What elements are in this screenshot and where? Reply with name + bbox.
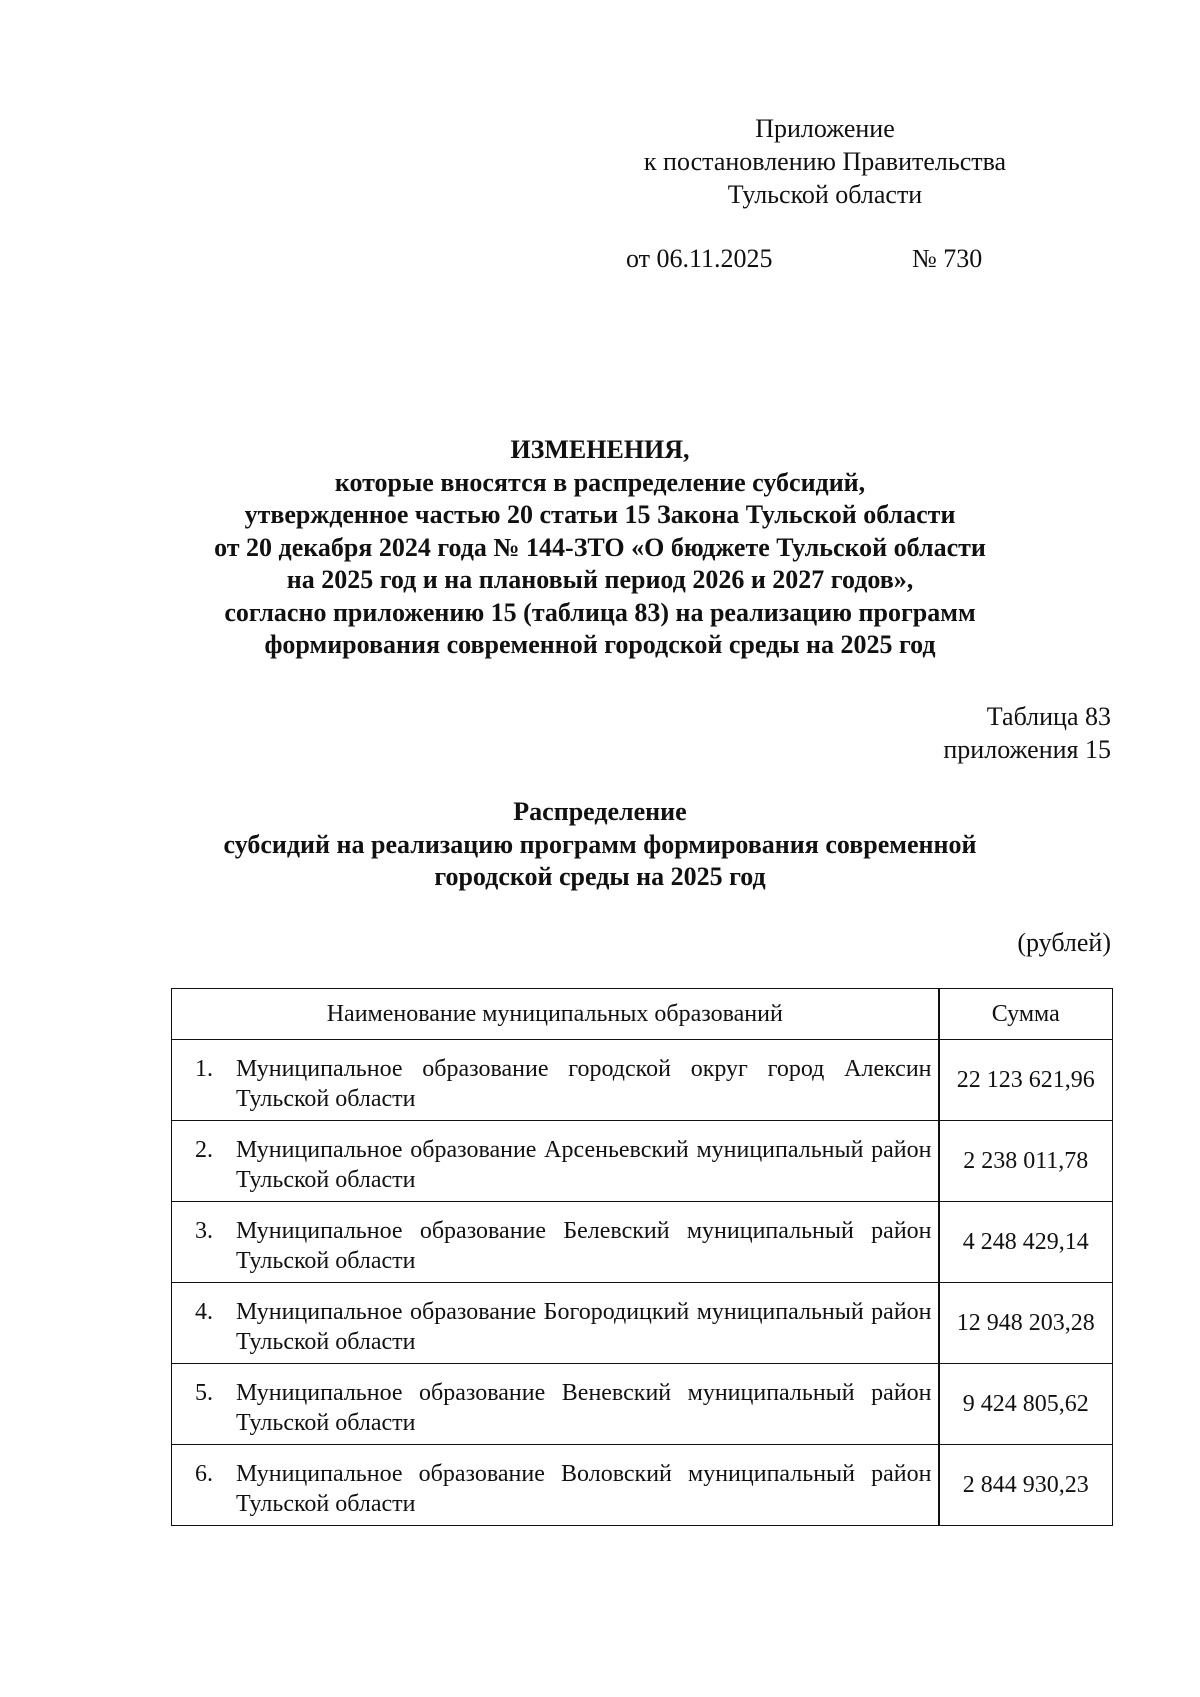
appendix-header (560, 112, 1090, 211)
distribution-title-line: Распределение (513, 797, 687, 826)
row-number: 5. (195, 1380, 213, 1406)
municipality-cell (172, 1283, 939, 1364)
title-line: на 2025 год и на плановый период 2026 и 2027 годов», (286, 565, 914, 594)
title-line: формирования современной городской среды на 2025 год (264, 630, 936, 659)
municipality-cell (172, 1202, 939, 1283)
municipality-name: Муниципальное образование городской округ город Алексин Тульской области (236, 1056, 932, 1112)
table-reference-line: Таблица 83 (986, 702, 1111, 731)
row-number: 6. (195, 1461, 213, 1487)
table-row (172, 1040, 1113, 1121)
title-line: согласно приложению 15 (таблица 83) на реализацию программ (224, 597, 976, 627)
table-row (172, 1364, 1113, 1445)
subsidy-table (171, 988, 1113, 1526)
row-number: 3. (195, 1218, 213, 1244)
changes-title (150, 434, 1050, 662)
row-number: 1. (195, 1056, 213, 1082)
title-line: от 20 декабря 2024 года № 144-ЗТО «О бюджете Тульской области (214, 532, 986, 562)
table-header-row (172, 989, 1113, 1040)
column-header-amount: Сумма (939, 989, 1113, 1040)
title-line: утвержденное частью 20 статьи 15 Закона Тульской области (244, 500, 956, 529)
table-row (172, 1202, 1113, 1283)
title-line: ИЗМЕНЕНИЯ, (510, 435, 690, 464)
municipality-name: Муниципальное образование Арсеньевский муниципальный район Тульской области (236, 1137, 932, 1193)
resolution-number: № 730 (912, 244, 983, 273)
resolution-date: от 06.11.2025 (626, 244, 773, 273)
amount-cell: 2 844 930,23 (939, 1445, 1113, 1526)
municipality-name: Муниципальное образование Веневский муниципальный район Тульской области (236, 1380, 932, 1436)
table-row (172, 1445, 1113, 1526)
appendix-line: Приложение (755, 114, 895, 143)
column-header-name: Наименование муниципальных образований (172, 989, 939, 1040)
table-reference-line: приложения 15 (943, 735, 1111, 764)
amount-cell: 12 948 203,28 (939, 1283, 1113, 1364)
table-reference (943, 700, 1111, 766)
amount-cell: 9 424 805,62 (939, 1364, 1113, 1445)
appendix-line: Тульской области (727, 180, 923, 209)
municipality-cell (172, 1445, 939, 1526)
distribution-title-line: городской среды на 2025 год (434, 862, 766, 891)
amount-cell: 22 123 621,96 (939, 1040, 1113, 1121)
municipality-cell (172, 1121, 939, 1202)
distribution-title (150, 796, 1050, 894)
amount-cell: 4 248 429,14 (939, 1202, 1113, 1283)
municipality-name: Муниципальное образование Белевский муниципальный район Тульской области (236, 1218, 932, 1274)
row-number: 4. (195, 1299, 213, 1325)
row-number: 2. (195, 1137, 213, 1163)
table-row (172, 1121, 1113, 1202)
municipality-name: Муниципальное образование Богородицкий муниципальный район Тульской области (236, 1299, 932, 1355)
appendix-line: к постановлению Правительства (643, 147, 1007, 176)
distribution-title-line: субсидий на реализацию программ формирования современной (223, 829, 977, 859)
municipality-cell (172, 1040, 939, 1121)
amount-cell: 2 238 011,78 (939, 1121, 1113, 1202)
municipality-name: Муниципальное образование Воловский муниципальный район Тульской области (236, 1461, 932, 1517)
units-label: (рублей) (1017, 928, 1111, 957)
title-line: которые вносятся в распределение субсидий, (334, 467, 866, 497)
municipality-cell (172, 1364, 939, 1445)
table-row (172, 1283, 1113, 1364)
